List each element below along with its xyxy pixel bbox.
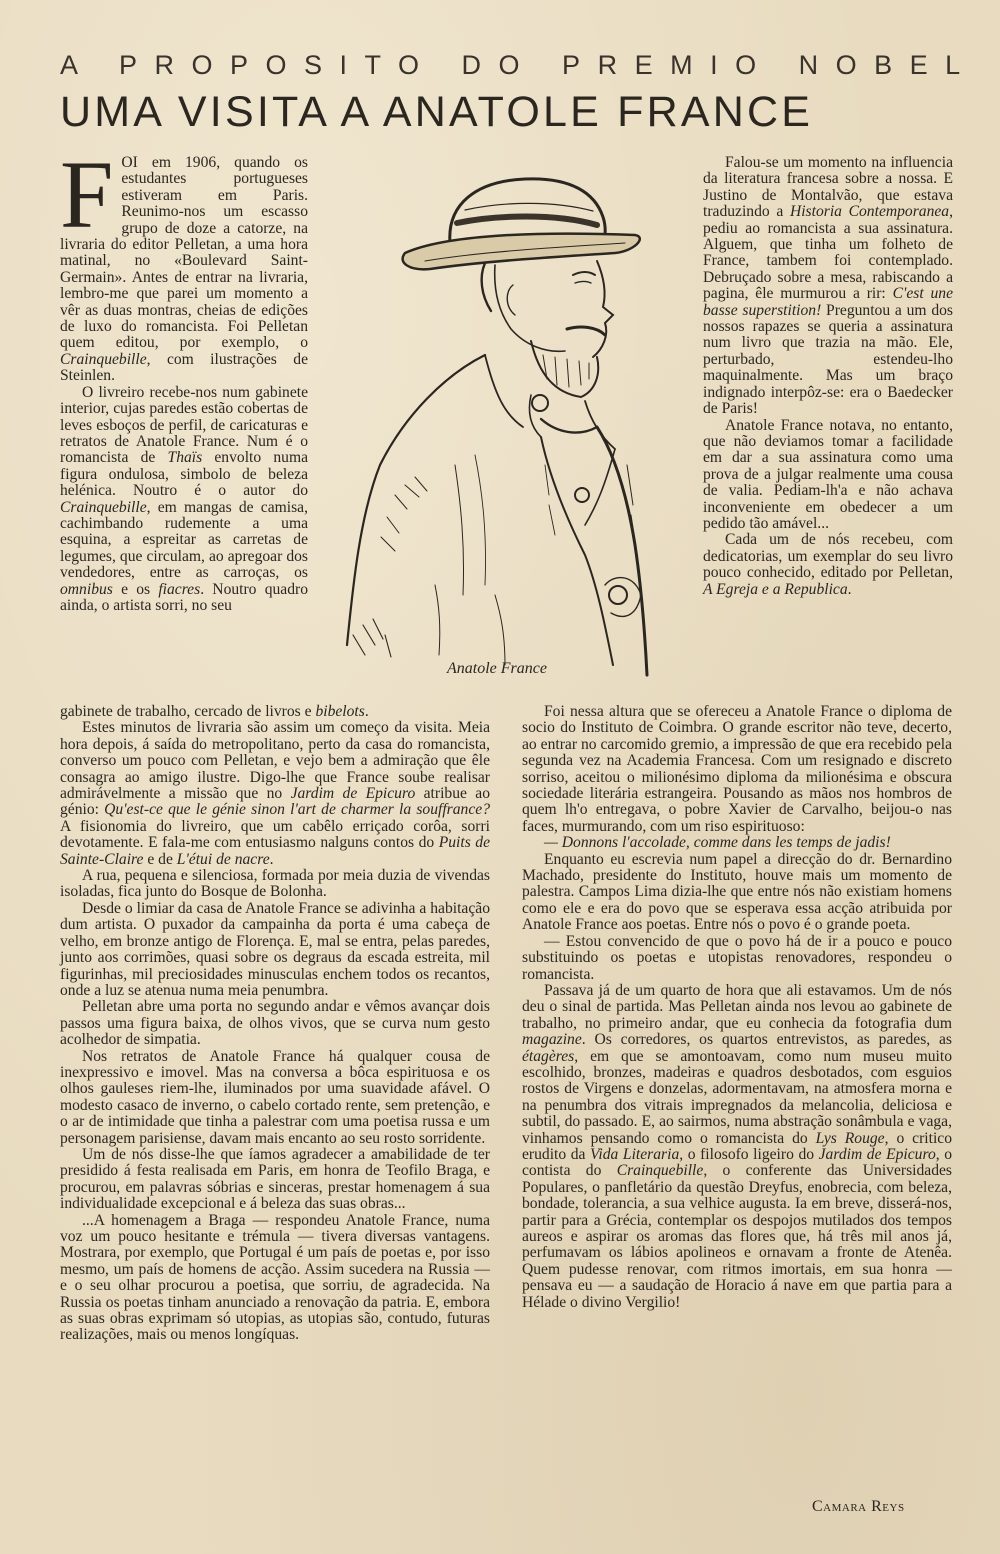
text-run: . Os corredores, os quartos entrevistos, as paredes, as xyxy=(581,1031,952,1049)
text-run: . xyxy=(364,703,369,720)
italic-word: magazine xyxy=(522,1031,582,1049)
article-headline: UMA VISITA A ANATOLE FRANCE xyxy=(60,88,814,136)
text-run: envolto numa figura ondulosa, simbolo de beleza helénica. Noutro é o autor do xyxy=(60,449,308,500)
paragraph xyxy=(703,155,953,418)
text-run: atribue ao génio: xyxy=(60,785,490,819)
text-run: , o filosofo ligeiro do xyxy=(679,1145,819,1163)
paragraph: ...A homenagem a Braga — respondeu Anatole France, numa voz um pouco hesitante e trémula — tivera diversas vantagens. Mostrara, por exemplo, que Portugal é um país de poetas e, por isso mesmo, um país de homens de acção. Assim sucedera na Russia — e o seu olhar procurou a poetisa, que sorriu, de agradecida. Na Russia os poetas tinham anunciado a renovação da patria. E, embora as suas obras exprimam só utopias, as utopias são, contudo, futuras realizações, mais ou menos longíquas. xyxy=(60,1211,490,1344)
text-run: . Noutro quadro ainda, o artista sorri, no seu xyxy=(60,580,308,614)
text-run: e de xyxy=(143,850,177,868)
text-run: Passava já de um quarto de hora que ali estavamos. Um de nós deu o sinal de partida. Mas Pelletan ainda nos levou ao gabinete de trabalho, no primeiro andar, que eu conhecia da fotografia dum xyxy=(522,981,952,1032)
text-run: gabinete de trabalho, cercado de livros e xyxy=(60,703,316,720)
paragraph: Desde o limiar da casa de Anatole France se adivinha a habitação dum artista. O puxador da campainha da porta é uma cabeça de velho, em bronze antigo de Florença. E, mal se entra, pelas paredes, junto aos corrimões, quasi sobre os degraus da escada estreita, mil figurinhas, mil preciosidades minusculas enchem todos os recantos, onde a luz se atenua numa meia penumbra. xyxy=(60,899,490,999)
text-run: , pediu ao romancista a sua assinatura. Alguem, que tinha um folheto de France, tambem foi contemplado. Debruçado sobre a mesa, rabiscando a pagina, êle murmurou a rir: xyxy=(703,203,954,303)
book-title: Puits de Sainte-Claire xyxy=(60,834,490,868)
text-run: , o critico erudito da xyxy=(522,1129,953,1163)
kicker-line: A PROPOSITO DO PREMIO NOBEL xyxy=(60,50,978,80)
book-title: L'étui de nacre xyxy=(176,850,270,868)
text-run: , o conferente das Universidades Populares, o panfletário da questão Dreyfus, enobrecia, com beleza, bondade, tolerancia, a sua velhice augusta. Ia em breve, disserá-nos, partir para a Grécia, contemplar os despojos mutilados dos tempos aureos e aspirar os aromas das flores que, há três mil anos já, perfumavam os lábios apolineos e ornavam a fronte de Atenêa. Quem pudesse renovar, com ritmos imortais, em sua honra — pensava eu — a saudação de Horacio á nave em que partia para a Hélade o divino Vergilio! xyxy=(522,1162,952,1311)
right-column-top xyxy=(703,155,953,598)
text-run: A fisionomia do livreiro, que um cabêlo erriçado corôa, sorri devotamente. E fala-me com entusiasmo nalguns contos do xyxy=(60,817,490,852)
italic-word: fiacres xyxy=(158,580,201,598)
french-quote: — Donnons l'accolade, comme dans les temps de jadis! xyxy=(544,834,891,852)
paragraph xyxy=(60,720,490,868)
book-title: Vida Literaria xyxy=(590,1145,680,1163)
book-title: Historia Contemporanea xyxy=(789,203,950,221)
paragraph: Um de nós disse-lhe que íamos agradecer a amabilidade de ter presidido á festa realisada em Paris, em honra de Teofilo Braga, e procurou, em palavras sóbrias e sinceras, prestar homenagem á sua individualidade excepcional e á beleza das suas obras... xyxy=(60,1145,490,1213)
italic-word: étagères xyxy=(522,1047,575,1065)
text-run: Cada um de nós recebeu, com dedicatorias, um exemplar do seu livro pouco conhecido, editado por Pelletan, xyxy=(703,531,953,582)
paragraph: — Estou convencido de que o povo há de ir a pouco e pouco substituindo os poetas e utopistas renovadores, respondeu o romancista. xyxy=(522,932,952,983)
paragraph: Pelletan abre uma porta no segundo andar e vêmos avançar dois passos uma figura baixa, de olhos vivos, que se curva num gesto acolhedor de simpatia. xyxy=(60,998,490,1049)
author-signature: Camara Reys xyxy=(812,1498,905,1515)
text-run: , em que se amontoavam, como num museu muito escolhido, bronzes, madeiras e quadros desbotados, com esguios rostos de Virgens e donzelas, adormentavam, na atmosfera morna e na penumbra dos vitrais impregnados da melancolia, deliciosa e subtil, do passado. E, ao sairmos, numa abstração sonâmbula e vaga, vinhamos pensando como o romancista do xyxy=(522,1047,952,1147)
book-title: Crainquebille xyxy=(60,350,147,368)
book-title: Crainquebille xyxy=(616,1162,704,1180)
paragraph xyxy=(60,385,308,615)
book-title: A Egreja e a Republica xyxy=(703,580,848,598)
text-run: , com ilustrações de Steinlen. xyxy=(60,350,308,385)
text-run: , o contista do xyxy=(522,1145,953,1180)
left-column-bottom xyxy=(60,704,490,1344)
text-run: , em mangas de camisa, cachimbando rudemente a uma esquina, a espreitar as carretas de legumes, que circulam, ao apregoar dos vendedores, entre as carroças, os xyxy=(60,498,308,582)
text-run: O livreiro recebe-nos num gabinete interior, cujas paredes estão cobertas de leves esboços de perfil, de caricaturas e retratos de Anatole France. Num é o romancista de xyxy=(60,383,308,467)
drop-cap: F xyxy=(60,141,114,248)
book-title: Crainquebille xyxy=(60,498,147,516)
quote: C'est une basse superstition! xyxy=(703,285,953,319)
left-column-top xyxy=(60,141,308,614)
paragraph xyxy=(60,704,490,720)
quote: Qu'est-ce que le génie sinon l'art de charmer la souffrance? xyxy=(104,801,490,819)
text-run: OI em 1906, quando os estudantes portugueses estiveram em Paris. Reunimo-nos um escasso grupo de doze a catorze, na livraria do editor Pelletan, a uma hora matinal, no «Boulevard Saint-Germain». Antes de entrar na livraria, lembro-me que parei um momento a vêr as duas montras, cheias de edições de luxo do romancista. Foi Pelletan quem editou, por exemplo, o xyxy=(60,154,308,352)
text-run: e os xyxy=(112,580,159,598)
portrait-caption: Anatole France xyxy=(447,660,547,677)
anatole-france-portrait xyxy=(335,165,680,685)
paragraph: Enquanto eu escrevia num papel a direcção do dr. Bernardino Machado, presidente do Instituto, houve mais um momento de palestra. Campos Lima dizia-lhe que entre nós não existiam homens como ele e era do povo que se esperava essa acção atribuida por Anatole France aos poetas. Entre nós o povo é o grande poeta. xyxy=(522,850,952,934)
paragraph: Nos retratos de Anatole France há qualquer cousa de inexpressivo e imovel. Mas na conversa a bôca espirituosa e os olhos gauleses riem-lhe, iluminados por uma suavidade afável. O modesto casaco de inverno, o cabelo cortado rente, sem pretenção, e o ar de intimidade que tinha a palestrar com uma poetisa russa e um personagem parisiense, davam mais encanto ao seu rosto sorridente. xyxy=(60,1047,490,1147)
text-run: . xyxy=(269,850,274,868)
book-title: Jardim de Epicuro xyxy=(290,785,416,803)
paragraph xyxy=(522,983,952,1311)
paragraph: A rua, pequena e silenciosa, formada por meia duzia de vivendas isoladas, fica junto do Bosque de Bolonha. xyxy=(60,867,490,901)
book-title: Thaïs xyxy=(167,449,203,467)
book-title: Lys Rouge xyxy=(815,1129,885,1147)
italic-word: omnibus xyxy=(60,580,113,598)
paragraph: Foi nessa altura que se ofereceu a Anatole France o diploma de socio do Instituto de Coimbra. O grande escritor não teve, decerto, ao entrar no carcomido gremio, a impressão de que era recebido pela segunda vez na Academia Francesa. Com um resignado e discreto sorriso, aceitou o milionésimo diploma da milionésima e obscura sociedade literária estrangeira. Pousando as mãos nos hombros de quem lh'o entregava, o pobre Xavier de Carvalho, beijou-o nas faces, murmurando, com um riso espirituoso: xyxy=(522,703,952,835)
paragraph xyxy=(703,532,953,598)
text-run: Falou-se um momento na influencia da literatura francesa sobre a nossa. E Justino de Montalvão, que estava traduzindo a xyxy=(703,154,953,221)
text-run: Estes minutos de livraria são assim um começo da visita. Meia hora depois, á saída do metropolitano, perto da casa do romancista, converso um pouco com Pelletan, e vejo bem a admiração que êle consagra ao amigo ilustre. Digo-lhe que France soube realisar admirávelmente a missão que no xyxy=(60,719,490,803)
paragraph: Anatole France notava, no entanto, que não deviamos tomar a facilidade em dar a sua assinatura como uma prova de a julgar realmente uma cousa de valia. Pediam-lh'a e não achava inconveniente em obedecer a um pedido tão amável... xyxy=(703,416,953,532)
text-run: Preguntou a um dos nossos rapazes se queria a assinatura num livro que trazia na mão. Ele, perturbado, estendeu-lho maquinalmente. Mas um braço indignado interpôz-se: era o Baedecker de Paris! xyxy=(703,301,953,418)
right-column-bottom xyxy=(522,704,952,1311)
text-run: . xyxy=(847,580,852,598)
italic-word: bibelots xyxy=(315,703,365,720)
book-title: Jardim de Epicuro xyxy=(818,1145,936,1163)
